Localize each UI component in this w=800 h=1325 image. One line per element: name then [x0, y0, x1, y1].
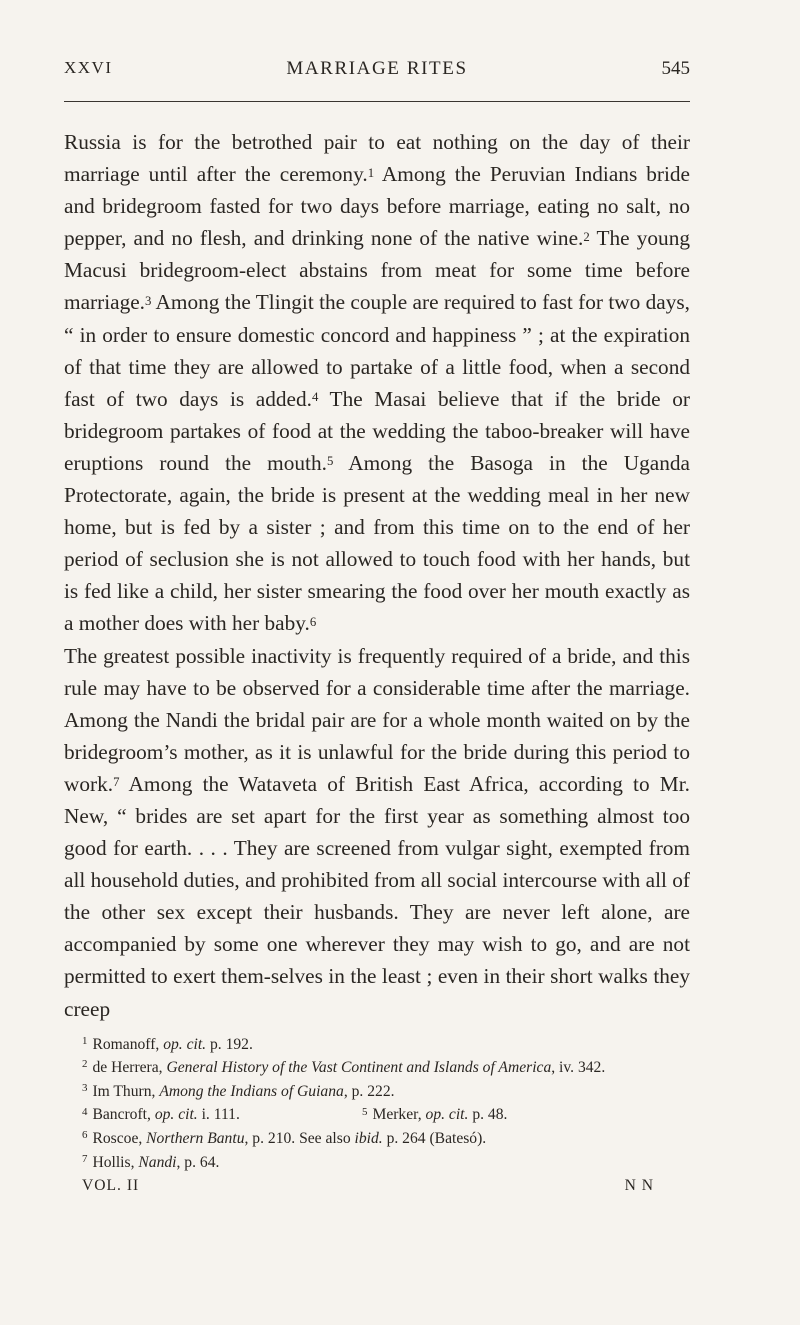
footnote-number: 7 — [82, 1152, 88, 1165]
footnote-ref: 1 — [367, 165, 375, 180]
paragraph — [64, 640, 690, 1025]
text-run: , iv. 342. — [551, 1059, 606, 1077]
text-run: Among the Basoga in the Uganda Protectorate, again, the bride is present at the wedding meal in her new home, but is fed by a sister ; and from this time on to the end of her period of seclusion she is not allowed to touch food with her hands, but is fed like a child, her sister smearing the food over her mouth exactly as a mother does with her baby. — [64, 450, 690, 636]
body-text — [64, 126, 690, 1025]
footnote-ref: 7 — [113, 775, 120, 790]
text-run: Among the Tlingit the couple are required to fast for two days, “ in order to ensure domestic concord and happiness ” ; at the expiration of that time they are allowed to partake of a little food, when a second fast of two days is added. — [64, 290, 690, 411]
footnote-number: 3 — [82, 1081, 88, 1094]
paragraph — [64, 126, 690, 640]
footnote — [64, 1128, 690, 1152]
footnote — [64, 1152, 690, 1176]
footnote — [64, 1104, 362, 1128]
italic-text: General History of the Vast Continent and Islands of America — [166, 1059, 552, 1077]
text-run: Among the Peruvian Indians bride and bridegroom fasted for two days before marriage, eating no salt, no pepper, and no flesh, and drinking none of the native wine. — [64, 162, 691, 251]
text-run: , p. 222. — [343, 1082, 395, 1100]
text-run: Merker, — [372, 1106, 426, 1124]
header-rule — [64, 101, 690, 102]
footnote-ref: 3 — [145, 294, 152, 308]
italic-text: op. cit. — [154, 1106, 198, 1124]
text-run: , p. 64. — [176, 1153, 220, 1171]
signature-mark: N N — [624, 1177, 654, 1195]
text-run: The Masai believe that if the bride or bridegroom partakes of food at the wedding the taboo-breaker will have eruptions round the mouth. — [64, 386, 690, 475]
book-page — [64, 58, 690, 1197]
text-run: , p. 210. See also — [244, 1130, 355, 1147]
footnote — [64, 1081, 690, 1105]
page-number: 545 — [661, 58, 690, 79]
footnote-ref: 5 — [326, 454, 334, 469]
italic-text: Northern Bantu — [146, 1130, 245, 1147]
text-run: Hollis, — [92, 1153, 139, 1171]
italic-text: Nandi — [138, 1153, 177, 1171]
text-run: p. 48. — [468, 1106, 508, 1124]
text-run: i. 111. — [197, 1106, 240, 1124]
footnote — [64, 1034, 690, 1058]
footnote-ref: 4 — [311, 390, 319, 405]
text-run: Roscoe, — [92, 1130, 147, 1147]
text-run: de Herrera, — [92, 1059, 167, 1077]
italic-text: Among the Indians of Guiana — [159, 1082, 344, 1100]
footnotes — [64, 1034, 690, 1176]
footnote-pair — [64, 1104, 690, 1128]
text-run: The greatest possible inactivity is frequently required of a bride, and this rule may have to be observed for a considerable time after the marriage. Among the Nandi the bridal pair are for a whole month waited on by the bridegroom’s mother, as it is unlawful for the bride during this period to work. — [64, 643, 690, 796]
text-run: Im Thurn, — [92, 1082, 160, 1100]
text-run: Russia is for the betrothed pair to eat nothing on the day of their marriage until after the ceremony. — [64, 130, 690, 187]
text-run: Among the Wataveta of British East Africa, according to Mr. New, “ brides are set apart for the first year as something almost too good for earth. . . . They are screened from vulgar sight, exempted from all household duties, and prohibited from all social intercourse with all of the other sex except their husbands. They are never left alone, are accompanied by some one wherever they may wish to go, and are not permitted to exert them-selves in the least ; even in their short walks they creep — [64, 771, 690, 1021]
text-run: p. 264 (Batesó). — [382, 1130, 487, 1147]
footnote-number: 1 — [82, 1034, 88, 1047]
footnote-ref: 2 — [583, 229, 590, 244]
text-run: p. 192. — [206, 1035, 253, 1053]
text-run: Bancroft, — [92, 1106, 155, 1124]
footnote — [64, 1057, 690, 1081]
footnote-number: 4 — [82, 1105, 88, 1118]
italic-text: op. cit. — [163, 1035, 207, 1053]
italic-text: ibid. — [354, 1130, 383, 1147]
footnote — [362, 1104, 507, 1128]
italic-text: op. cit. — [425, 1106, 469, 1124]
footnote-ref: 6 — [309, 614, 317, 629]
text-run: The young Macusi bridegroom-elect abstains from meat for some time before marriage. — [64, 226, 690, 315]
footnote-number: 5 — [362, 1105, 368, 1118]
running-title: MARRIAGE RITES — [286, 58, 468, 79]
text-run: Romanoff, — [92, 1035, 164, 1053]
footnote-number: 2 — [82, 1058, 88, 1071]
signature-line — [64, 1175, 690, 1197]
footnote-number: 6 — [82, 1129, 88, 1142]
chapter-number: XXVI — [64, 58, 113, 77]
running-header — [64, 58, 690, 88]
volume-label: VOL. II — [82, 1177, 140, 1195]
